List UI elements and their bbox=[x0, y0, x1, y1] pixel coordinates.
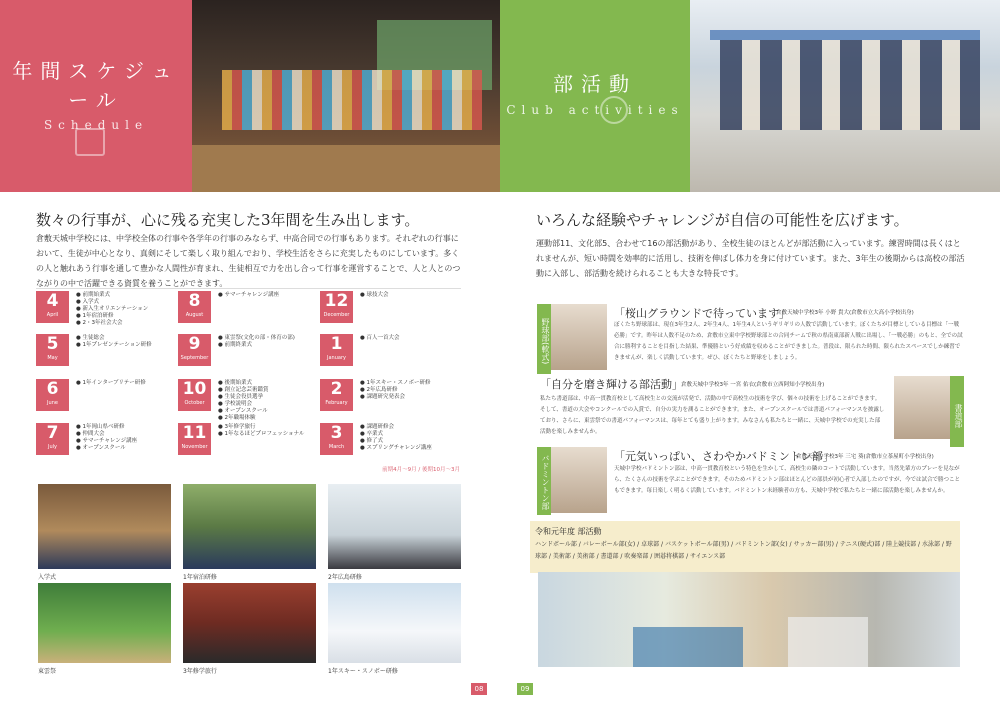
page-number-right: 09 bbox=[517, 683, 533, 695]
month-box-may bbox=[36, 334, 69, 366]
club-calligraphy-author: 倉敷天城中学校3年 一宮 佑衣(倉敷市立西阿知小学校出身) bbox=[681, 382, 825, 388]
month-events-october: ● 後期始業式 ● 創立記念芸術鑑賞 ● 生徒会役員選挙 ● 学校説明会 ● オープンスクール ● 2年職場体験 bbox=[218, 380, 269, 421]
month-name: August bbox=[185, 312, 204, 318]
month-box-december bbox=[320, 291, 353, 323]
month-events-may: ● 生徒総会 ● 1年プレゼンテーション研修 bbox=[76, 335, 152, 348]
club-headline: いろんな経験やチャレンジが自信の可能性を広げます。 bbox=[536, 211, 909, 229]
month-number: 8 bbox=[188, 291, 201, 311]
caption-overnight-training: 1年宿泊研修 bbox=[183, 574, 217, 581]
caption-hiroshima-trip: 2年広島研修 bbox=[328, 574, 362, 581]
month-name: June bbox=[47, 400, 58, 406]
schedule-headline: 数々の行事が、心に残る充実した3年間を生み出します。 bbox=[36, 211, 420, 229]
club-title-jp: 部活動 bbox=[553, 72, 637, 96]
portrait-calligraphy bbox=[894, 376, 950, 439]
month-name: September bbox=[180, 355, 209, 361]
photo-school-trip bbox=[183, 583, 316, 663]
month-events-february: ● 1年スキー・スノボー研修 ● 2年広島研修 ● 課題研究発表会 bbox=[360, 380, 431, 400]
month-number: 6 bbox=[46, 379, 59, 399]
club-calligraphy-title: 「自分を磨き輝ける部活動」 bbox=[540, 378, 683, 391]
photo-entrance-ceremony bbox=[38, 484, 171, 569]
caption-school-trip: 3年修学旅行 bbox=[183, 668, 217, 675]
club-baseball-author: 倉敷天城中学校3年 小野 貴大(倉敷市立大高小学校出身) bbox=[776, 310, 914, 316]
schedule-title-jp: 年間スケジュール bbox=[12, 59, 180, 112]
month-box-april bbox=[36, 291, 69, 323]
month-name: April bbox=[46, 312, 59, 318]
month-name: January bbox=[327, 355, 346, 361]
month-number: 11 bbox=[182, 423, 207, 443]
schedule-title-block bbox=[0, 0, 192, 192]
month-number: 12 bbox=[324, 291, 349, 311]
month-name: July bbox=[48, 444, 57, 450]
month-box-march bbox=[320, 423, 353, 455]
caption-sports-festival: 東雲祭 bbox=[38, 668, 57, 675]
club-list-text: ハンドボール部 / バレーボール部(女) / 卓球部 / バスケットボール部(男) / バドミントン部(女) / サッカー部(男) / テニス(硬式)部 / 陸上競技部 / 水泳部 / 野球部 / 美術部 / 美術部 / 書道部 / 吹奏楽部 / 囲碁将棋部 / サイエンス部 bbox=[535, 541, 952, 560]
month-events-july: ● 1年岡山県べ研修 ● 仲間大会 ● サマーチャレンジ講座 ● オープンスクール bbox=[76, 424, 138, 451]
month-name: October bbox=[184, 400, 205, 406]
month-number: 2 bbox=[330, 379, 343, 399]
month-events-june: ● 1年インターブリテー研修 bbox=[76, 380, 146, 386]
notebook-icon bbox=[75, 128, 105, 156]
photo-hiroshima-trip bbox=[328, 484, 461, 569]
month-number: 5 bbox=[46, 334, 59, 354]
term-note: 前期4月〜9月 / 後期10月〜3月 bbox=[382, 467, 460, 473]
page-number-left: 08 bbox=[471, 683, 487, 695]
month-number: 7 bbox=[46, 423, 59, 443]
stage-performance-photo bbox=[192, 0, 500, 192]
month-box-october bbox=[178, 379, 211, 411]
month-events-april: ● 前期始業式 ● 入学式 ● 新入生オリエンテーション ● 1年宿泊研修 ● 2・3年社会大会 bbox=[76, 292, 149, 326]
month-name: November bbox=[181, 444, 208, 450]
month-number: 3 bbox=[330, 423, 343, 443]
photo-ski-training bbox=[328, 583, 461, 663]
club-activity-photo bbox=[690, 0, 1000, 192]
club-list-box bbox=[530, 521, 960, 573]
photo-overnight-training bbox=[183, 484, 316, 569]
month-box-january bbox=[320, 334, 353, 366]
month-number: 9 bbox=[188, 334, 201, 354]
month-name: May bbox=[47, 355, 58, 361]
club-baseball-title: 「桜山グラウンドで待っています」 bbox=[614, 307, 790, 320]
photo-sports-festival bbox=[38, 583, 171, 663]
club-baseball-text: ぼくたち野球部は、現在3年生2人、2年生4人、1年生4人というギリギリの人数で活動しています。ぼくたちが目標としている目標は「一戦必勝」です。昨年は人数不足のため、倉敷市立東中学校野球部との合同チームで秋の県南東部新人戦に出場し、「一戦必勝」のもと、全での試合に勝利することを目指した結果、準優勝という好成績を収めることができました。普段は、限られた時間、限られたスペースでしか練習できませんが、楽しく活動しています。ぜひ、ぼくたちと野球をしましょう。 bbox=[614, 322, 963, 361]
month-events-december: ● 球技大会 bbox=[360, 292, 389, 298]
tab-calligraphy: 書道部 bbox=[950, 376, 964, 447]
month-number: 4 bbox=[46, 291, 59, 311]
month-name: March bbox=[328, 444, 345, 450]
month-box-november bbox=[178, 423, 211, 455]
tab-baseball: 野球部(軟式) bbox=[537, 304, 551, 374]
month-box-june bbox=[36, 379, 69, 411]
caption-ski-training: 1年スキー・スノボー研修 bbox=[328, 668, 398, 675]
caption-entrance-ceremony: 入学式 bbox=[38, 574, 57, 581]
portrait-baseball bbox=[551, 304, 607, 370]
month-events-august: ● サマーチャレンジ講座 bbox=[218, 292, 280, 298]
portrait-badminton bbox=[551, 447, 607, 513]
divider bbox=[36, 288, 461, 289]
month-name: February bbox=[325, 400, 348, 406]
month-name: December bbox=[323, 312, 350, 318]
month-events-november: ● 3年修学旅行 ● 1年なるほどプロフェッショナル bbox=[218, 424, 305, 437]
club-intro: 運動部11、文化部5、合わせて16の部活動があり、全校生徒のほとんどが部活動に入っています。練習時間は長くはとれませんが、短い時間を効率的に活用し、技術を伸ばし体力を身に付けています。また、3年生の後期からは高校の部活動に入部し、部活動を続けられることも大きな特長です。 bbox=[536, 239, 965, 278]
club-badminton-text: 天城中学校バドミントン部は、中高一貫教育校という特色を生かして、高校生の隣のコートで活動しています。当然先輩方のプレーを見ながら、たくさんの技術を学ぶことができます。そのためバドミントン部はほとんどの部員が初心者で入部したのですが、今では試合で勝つこともできます。毎日楽しく明るく活動しています。バドミントン未経験者の方も、天城中学校で私たちと一緒に部活動を楽しみませんか。 bbox=[614, 466, 960, 494]
month-events-march: ● 課題研修会 ● 卒業式 ● 修了式 ● スプリングチャレンジ講座 bbox=[360, 424, 432, 451]
month-box-august bbox=[178, 291, 211, 323]
month-number: 1 bbox=[330, 334, 343, 354]
club-collage-photo bbox=[538, 572, 960, 667]
club-title-en: Club activities bbox=[506, 103, 684, 117]
club-calligraphy-text: 私たち書道部は、中高一貫教育校として高校生との交流が活発で、活動の中で高校生の技術を学び、個々の技術を上げることができます。そして、書道の大会やコンクールでの入賞で、自分の実力を測ることができます。また、オープンスクールでは書道パフォーマンスを披露しており、さらに、東雲祭での書道パフォーマンスは、毎年とても盛り上がります。みなさんも私たちと一緒に、天城中学校での充実した部活動を楽しみませんか。 bbox=[540, 396, 885, 435]
tab-badminton: バドミントン部 bbox=[537, 447, 551, 515]
month-box-september bbox=[178, 334, 211, 366]
schedule-intro: 倉敷天城中学校には、中学校全体の行事や各学年の行事のみならず、中高合同での行事もあります。それぞれの行事において、生徒が中心となり、真剣にそして楽しく取り組んでおり、学校生活をさらに充実したものにしています。多くの人と触れあう行事を通して豊かな人間性が育まれ、生徒相互で力を出し合って行事を運営することで、人と人とのつながりの中で活躍できる資質を養うことができます。 bbox=[36, 234, 461, 288]
month-events-january: ● 百人一首大会 bbox=[360, 335, 400, 341]
schedule-title-en: Schedule bbox=[43, 118, 149, 132]
racket-icon bbox=[600, 96, 628, 124]
month-number: 10 bbox=[182, 379, 207, 399]
month-box-july bbox=[36, 423, 69, 455]
club-badminton-title: 「元気いっぱい、さわやかバドミントン部」 bbox=[614, 450, 834, 463]
club-title-block bbox=[500, 0, 690, 192]
club-list-title: 令和元年度 部活動 bbox=[535, 527, 602, 536]
club-badminton-author: 倉敷天城中学校3年 三宅 葵(倉敷市立茶屋町小学校出身) bbox=[796, 454, 934, 460]
month-events-september: ● 東雲祭(文化の部・体育の部) ● 前期終業式 bbox=[218, 335, 295, 348]
month-box-february bbox=[320, 379, 353, 411]
